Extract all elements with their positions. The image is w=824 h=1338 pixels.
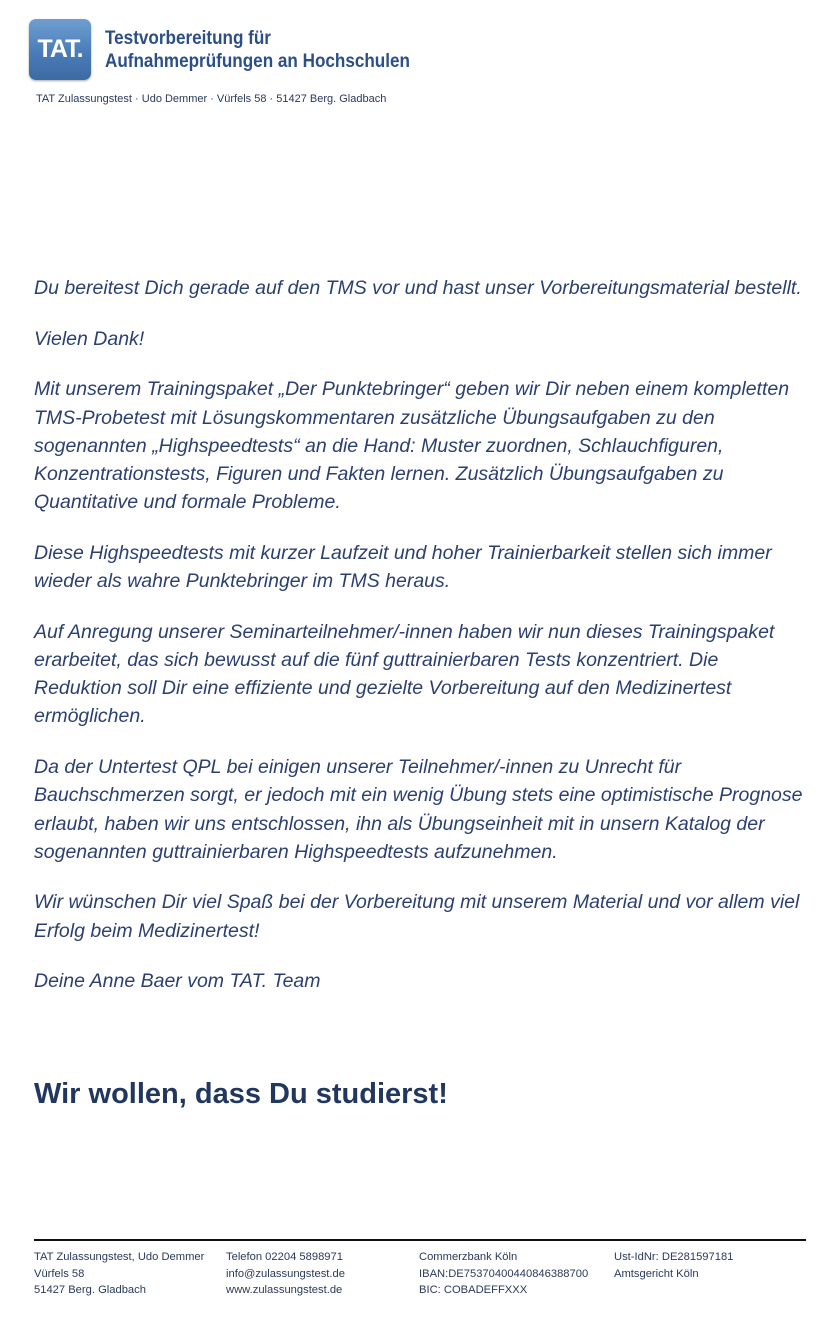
footer-line: IBAN:DE75370400440846388700 <box>419 1267 589 1280</box>
footer-email-link[interactable]: info@zulassungstest.de <box>226 1267 345 1280</box>
paragraph: Du bereitest Dich gerade auf den TMS vor und hast unser Vorbereitungsmaterial bestellt. <box>34 277 802 299</box>
footer-line: Vürfels 58 <box>34 1267 85 1280</box>
footer-website-link[interactable]: www.zulassungstest.de <box>226 1284 343 1296</box>
paragraph: Wir wünschen Dir viel Spaß bei der Vorbereitung mit unserem Material und vor allem viel Erfolg beim Medizinertest! <box>34 891 800 942</box>
paragraph: Auf Anregung unserer Seminarteilnehmer/-innen haben wir nun dieses Trainingspaket erarbeitet, das sich bewusst auf die fünf guttrainierbaren Tests konzentriert. Die Reduktion soll Dir eine effiziente und gezielte Vorbereitung auf den Medizinertest ermöglichen. <box>34 620 775 728</box>
footer-line: TAT Zulassungstest, Udo Demmer <box>34 1251 205 1263</box>
logo-text: TAT. <box>37 35 83 63</box>
footer-line: Commerzbank Köln <box>419 1251 518 1263</box>
tagline-line-1: Testvorbereitung für <box>105 28 271 49</box>
footer-phone: Telefon 02204 5898971 <box>226 1251 343 1263</box>
footer-divider <box>34 1239 806 1241</box>
footer-contact <box>226 1249 345 1299</box>
footer-bank <box>419 1249 588 1299</box>
slogan-heading: Wir wollen, dass Du studierst! <box>34 1078 448 1110</box>
sender-address-line: TAT Zulassungstest · Udo Demmer · Vürfels 58 · 51427 Berg. Gladbach <box>36 93 387 105</box>
paragraph: Da der Untertest QPL bei einigen unserer Teilnehmer/-innen zu Unrecht für Bauchschmerzen sorgt, er jedoch mit ein wenig Übung stets eine optimistische Prognose erlaubt, haben wir uns entschlossen, ihn als Übungseinheit mit in unsern Katalog der sogenannten guttrainierbaren Highspeedtests aufzunehmen. <box>34 756 803 863</box>
footer-address <box>34 1249 204 1299</box>
footer-line: 51427 Berg. Gladbach <box>34 1284 146 1296</box>
signature: Deine Anne Baer vom TAT. Team <box>34 970 321 993</box>
company-tagline <box>105 27 410 73</box>
footer-line: Amtsgericht Köln <box>614 1267 699 1280</box>
paragraph: Mit unserem Trainingspaket „Der Punktebringer“ geben wir Dir neben einem kompletten TMS-Probetest mit Lösungskommentaren zusätzliche Übungsaufgaben zu den sogenannten „Highspeedtests“ an die Hand: Muster zuordnen, Schlauchfiguren, Konzentrationstests, Figuren und Fakten lernen. Zusätzlich Übungsaufgaben zu Quantitative und formale Probleme. <box>34 378 790 514</box>
footer-line: Ust-IdNr: DE281597181 <box>614 1251 734 1263</box>
footer-legal <box>614 1249 733 1282</box>
footer-line: BIC: COBADEFFXXX <box>419 1284 528 1296</box>
paragraph: Vielen Dank! <box>34 327 145 350</box>
letter-body <box>34 274 810 1018</box>
paragraph: Diese Highspeedtests mit kurzer Laufzeit und hoher Trainierbarkeit stellen sich immer wieder als wahre Punktebringer im TMS heraus. <box>34 541 772 593</box>
tagline-line-2: Aufnahmeprüfungen an Hochschulen <box>105 51 410 72</box>
tat-logo <box>29 19 91 80</box>
